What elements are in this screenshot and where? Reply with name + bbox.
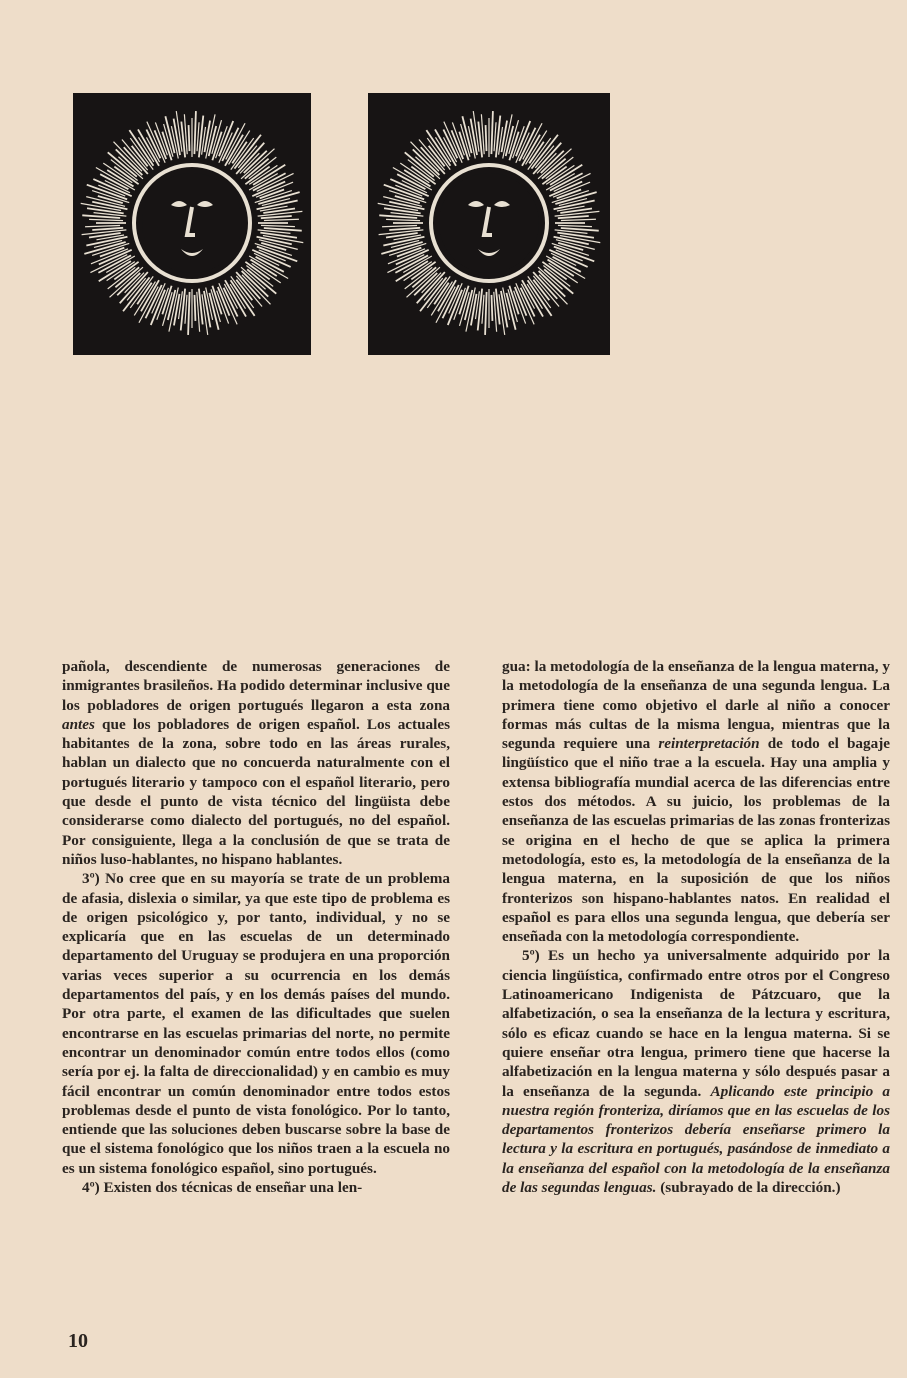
paragraph: 3º) No cree que en su mayoría se trate de un problema de afasia, dislexia o similar, ya que este tipo de problema es de origen psicológico y, por tanto, individual, y no se explicaría que en las escuelas de un determinado departamento del Uruguay se produjera en una proporción varias veces superior a su ocurrencia en los demás departamentos del país, y en los demás países del mundo. Por otra parte, el examen de las dificultades que suelen encontrarse en las escuelas primarias del norte, no permite encontrar un denominador común entre todos ellos (como sería por ej. la falta de direccionalidad) y en cambio es muy fácil encontrar un común denominador entre todos estos problemas desde el punto de vista fonológico. Por lo tanto, entiende que las soluciones deben buscarse sobre la base de que el sistema fonológico que los niños traen a la escuela no es un sistema fonológico español, sino portugués. bbox=[62, 870, 450, 1177]
sun-ray bbox=[261, 225, 295, 226]
sun-face bbox=[439, 173, 539, 273]
sun-face bbox=[142, 173, 242, 273]
sun-face-illustration-left bbox=[73, 93, 311, 355]
sun-ray bbox=[205, 121, 211, 153]
sun-ray bbox=[194, 111, 196, 154]
paragraph-text: 5º) Es un hecho ya universalmente adquirido por la ciencia lingüística, confirmado entre otros por el Congreso Latinoamericano Indigenista de Pátzcuaro, que la alfabetización, o sea la enseñanza de la lectura y escritura, sólo es eficaz cuando se hace en la lengua materna. Si se quiere enseñar otra lengua, primero tiene que hacerse la alfabetización en la lengua materna y sólo después pasar a la enseñanza de la segunda. bbox=[502, 947, 890, 1100]
sun-ray bbox=[386, 219, 420, 220]
emphasis-text: reinterpretación bbox=[658, 735, 760, 753]
sun-ray bbox=[382, 226, 417, 227]
sun-ray bbox=[260, 233, 297, 238]
sun-ray bbox=[189, 125, 190, 151]
paragraph: 4º) Existen dos técnicas de enseñar una len- bbox=[82, 1179, 363, 1197]
sun-ray bbox=[264, 228, 302, 231]
sun-ray bbox=[471, 294, 477, 326]
sun-ray bbox=[85, 226, 120, 227]
paragraph-text: pañola, descendiente de numerosas generaciones de inmigrantes brasileños. Ha podido determinar inclusive que los pobladores de origen portugués llegaron a esta zona bbox=[62, 658, 450, 714]
sun-ray bbox=[89, 219, 123, 220]
sun-ray bbox=[494, 122, 496, 151]
sun-ray bbox=[264, 219, 299, 220]
sun-ray bbox=[199, 289, 203, 325]
sun-ray bbox=[389, 228, 420, 230]
sun-ray bbox=[384, 208, 421, 213]
sun-ray bbox=[502, 121, 508, 153]
sun-ray bbox=[558, 225, 592, 226]
sun-ray bbox=[478, 122, 482, 158]
paragraph-text: que los pobladores de origen español. Los actuales habitantes de la zona, sobre todo en las áreas rurales, hablan un dialecto que no concuerda naturalmente con el portugués literario y tampoco con el español literario, pero que desde el punto de vista técnico del lingüista debe considerarse como dialecto del portugués, no del español. Por consiguiente, llega a la conclusión de que se trata de niños luso-hablantes, no hispano hablantes. bbox=[62, 715, 450, 868]
sun-ray bbox=[516, 121, 530, 156]
right-text-column bbox=[502, 657, 890, 1197]
paragraph bbox=[502, 657, 890, 946]
sun-ray bbox=[492, 295, 493, 321]
sun-ray bbox=[151, 290, 165, 325]
sun-ray bbox=[219, 121, 233, 156]
sun-ray bbox=[561, 228, 599, 231]
paragraph-text: gua: la metodología de la enseñanza de la lengua materna, y la metodología de la enseñanza de una segunda lengua. La primera tiene como objetivo el darle al niño a conocer formas más cultas de la misma lengua, mientras que la segunda requiere una bbox=[502, 658, 890, 753]
sun-ray bbox=[87, 208, 124, 213]
sun-ray bbox=[482, 295, 484, 324]
paragraph-text: de todo el bagaje lingüístico que el niño trae a la escuela. Hay una amplia y extensa bibliografía mundial acerca de las diferencias entre estos dos métodos. A su juicio, los problemas de la enseñanza de las escuelas primarias de las zonas fronterizas se origina en el hecho de que se aplica la primera metodología, esto es, la metodología de la enseñanza de la lengua materna, en la suposición de que los niños fronterizos son hispano-hablantes natos. En realidad el español es para ellos una segunda lengua, que debería ser enseñada con la metodología correspondiente. bbox=[502, 735, 890, 946]
sun-face-icon bbox=[73, 93, 311, 355]
sun-ray bbox=[92, 228, 123, 230]
paragraph bbox=[62, 657, 450, 869]
sun-face-icon bbox=[368, 93, 610, 355]
sun-ray bbox=[496, 289, 500, 325]
left-text-column bbox=[62, 657, 450, 1197]
sun-ray bbox=[557, 233, 594, 238]
sun-ray bbox=[261, 216, 292, 218]
page-number: 10 bbox=[68, 1330, 88, 1352]
emphasis-text: antes bbox=[62, 715, 95, 733]
sun-ray bbox=[185, 295, 187, 324]
sun-face-illustration-right bbox=[368, 93, 610, 355]
sun-ray bbox=[197, 122, 199, 151]
emphasis-text: Aplicando este principio a nuestra región fronteriza, diríamos que en las escuelas de los departamentos fronterizos debería enseñarse primero la lectura y la escritura en portugués, pasándose de inmediato a la enseñanza del español con la metodología de la enseñanza de las segundas lenguas. bbox=[502, 1082, 891, 1197]
sun-ray bbox=[188, 292, 190, 335]
sun-ray bbox=[486, 125, 487, 151]
sun-ray bbox=[379, 215, 417, 218]
sun-ray bbox=[448, 290, 462, 325]
sun-ray bbox=[195, 295, 196, 321]
paragraph bbox=[502, 946, 890, 1197]
sun-ray bbox=[558, 216, 589, 218]
paragraph-text: (subrayado de la dirección.) bbox=[656, 1179, 841, 1197]
sun-ray bbox=[181, 122, 185, 158]
sun-ray bbox=[491, 111, 493, 154]
sun-ray bbox=[174, 294, 180, 326]
sun-ray bbox=[561, 219, 596, 220]
sun-ray bbox=[82, 215, 120, 218]
sun-ray bbox=[485, 292, 487, 335]
